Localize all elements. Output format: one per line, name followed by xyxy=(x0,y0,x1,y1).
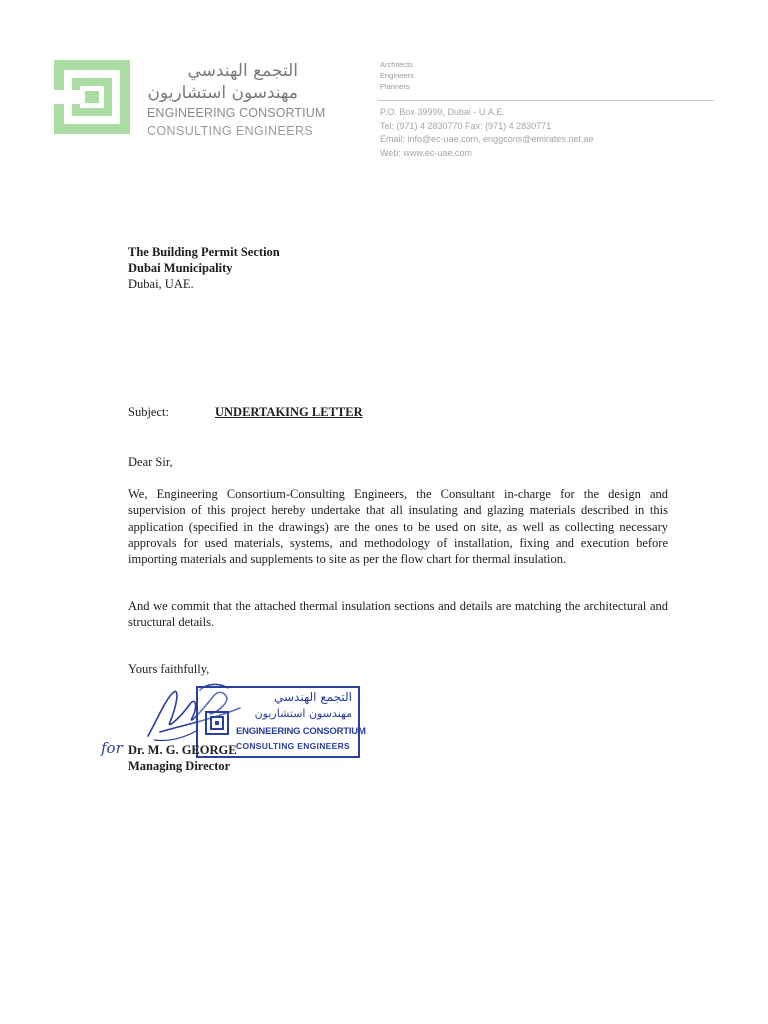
stamp-arabic-subtitle: مهندسون استشاريون xyxy=(254,707,352,720)
signed-for-mark: for xyxy=(101,739,123,757)
letterhead-arabic-subtitle: مهندسون استشاريون xyxy=(147,83,298,103)
letterhead-professions xyxy=(380,59,414,92)
addressee-block xyxy=(128,244,280,292)
signer-name: Dr. M. G. GEORGE xyxy=(128,743,237,757)
stamp-english-name: ENGINEERING CONSORTIUM xyxy=(236,726,366,737)
signer-title: Managing Director xyxy=(128,759,231,773)
logo-icon xyxy=(54,60,130,134)
letterhead-firm-subtitle: CONSULTING ENGINEERS xyxy=(147,124,314,138)
profession-architects: Architects xyxy=(380,60,413,69)
profession-engineers: Engineers xyxy=(380,71,414,80)
addressee-line2: Dubai Municipality xyxy=(128,261,233,275)
closing: Yours faithfully, xyxy=(128,662,210,676)
stamp-arabic-name: التجمع الهندسي xyxy=(274,690,352,704)
stamp-english-subtitle: CONSULTING ENGINEERS xyxy=(236,741,350,751)
letterhead-firm-name: ENGINEERING CONSORTIUM xyxy=(147,106,326,120)
stamp-logo-icon xyxy=(205,711,229,735)
subject-label: Subject: xyxy=(128,405,169,419)
body-paragraph-1: We, Engineering Consortium-Consulting Engineers, the Consultant in-charge for the design and supervision of this project hereby undertake that all insulating and glazing materials described in this application (specified in the drawings) are the ones to be used on site, as well as collecting necessary approvals for used materials, systems, and methodology of installation, fixing and execution before importing materials and supplements to site as per the flow chart for thermal insulation. xyxy=(128,487,668,567)
contact-tel-fax: Tel: (971) 4 2830770 Fax: (971) 4 2830771 xyxy=(380,120,552,131)
addressee-line1: The Building Permit Section xyxy=(128,245,280,259)
subject-title: UNDERTAKING LETTER xyxy=(215,405,363,419)
contact-web: Web: www.ec-uae.com xyxy=(380,147,472,158)
letterhead-arabic-name: التجمع الهندسي xyxy=(187,61,298,81)
contact-po-box: P.O. Box 39999, Dubai - U.A.E. xyxy=(380,107,505,117)
letterhead-divider xyxy=(378,100,714,101)
body-paragraph-2: And we commit that the attached thermal insulation sections and details are matching the architectural and structural details. xyxy=(128,599,668,630)
contact-email: Email: info@ec-uae.com, enggcons@emirates.net.ae xyxy=(380,134,594,144)
salutation: Dear Sir, xyxy=(128,455,173,469)
signer-block xyxy=(128,742,237,774)
letterhead-contact xyxy=(380,106,593,160)
profession-planners: Planners xyxy=(380,82,410,91)
addressee-line3: Dubai, UAE. xyxy=(128,277,194,291)
